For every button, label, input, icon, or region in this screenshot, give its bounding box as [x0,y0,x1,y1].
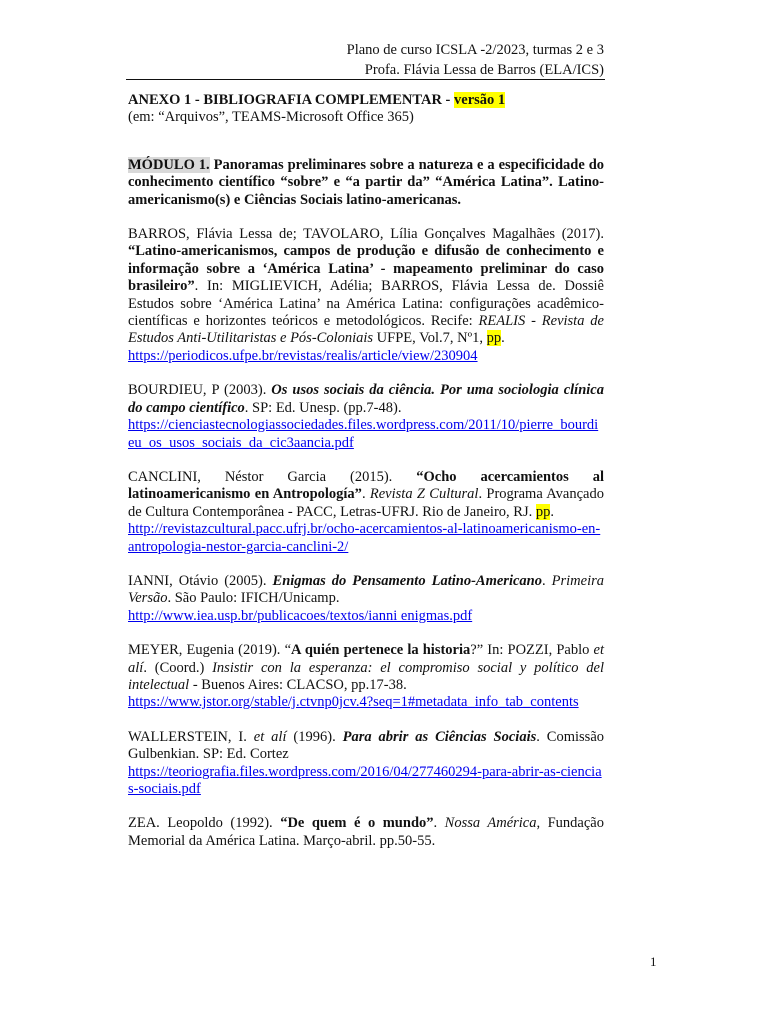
reference-barros [128,226,604,365]
ref-link[interactable]: https://periodicos.ufpe.br/revistas/realis/article/view/230904 [128,347,478,364]
page-number: 1 [650,954,657,969]
ref-title: Os usos sociais da ciência. Por uma sociologia clínica do campo científico [128,382,604,416]
document-body [128,92,604,850]
version-highlight: versão 1 [454,92,506,108]
page-header [128,40,604,80]
ref-link[interactable]: http://www.iea.usp.br/publicacoes/textos/ianni enigmas.pdf [128,607,473,624]
ref-authors: ZEA. Leopoldo (1992). [128,815,281,832]
ref-title: “Latino-americanismos, campos de produção e difusão de conhecimento e informação sobre a ‘América Latina’ - mapeamento preliminar do caso brasileiro” [128,243,604,295]
ref-details: UFPE, Vol.7, Nº1, [373,330,487,347]
ref-journal: REALIS - Revista de Estudos Anti-Utilitaristas e Pós-Coloniais [128,313,604,347]
reference-bourdieu [128,382,604,452]
ref-journal: Revista Z Cultural [369,486,479,503]
header-professor-line: Profa. Flávia Lessa de Barros (ELA/ICS) [364,62,604,78]
ref-book-title: Insistir con la esperanza: el compromiso social y político del intelectual [128,659,604,693]
ref-link[interactable]: https://teoriografia.files.wordpress.com/2016/04/277460294-para-abrir-as-ciencias-sociais.pdf [128,763,602,797]
ref-details: . [361,486,370,503]
header-divider [126,79,605,80]
reference-meyer [128,642,604,712]
reference-canclini [128,469,604,556]
reference-zea [128,815,604,850]
ref-details: ?” In: POZZI, Pablo [470,642,594,659]
module-description: Panoramas preliminares sobre a natureza e a especificidade do conhecimento científico “sobre” e “a partir da” “América Latina”. Latino-americanismo(s) e Ciências Sociais latino-americanas. [128,156,605,208]
ref-details: . São Paulo: IFICH/Unicamp. [167,590,340,607]
ref-journal: Primeira Versão [128,572,604,607]
ref-authors: BOURDIEU, P (2003). [128,382,272,399]
ref-details: . [541,572,552,589]
ref-pages-highlight: pp [535,503,551,520]
header-course-line: Plano de curso ICSLA -2/2023, turmas 2 e 3 [346,42,604,58]
ref-details: . [501,330,505,347]
module-label: MÓDULO 1. [128,156,210,173]
annex-title [128,92,604,109]
reference-ianni [128,573,604,625]
ref-et-al: et alí [253,728,287,745]
ref-title: A quién pertenece la historia [291,642,471,659]
ref-title: Para abrir as Ciências Sociais [342,728,537,745]
ref-details: . [550,503,554,520]
ref-link[interactable]: http://revistazcultural.pacc.ufrj.br/ocho-acercamientos-al-latinoamericanismo-en-antropologia-nestor-garcia-canclini-2/ [128,521,601,555]
annex-subtitle: (em: “Arquivos”, TEAMS-Microsoft Office 365) [128,109,414,126]
ref-pages-highlight: pp [486,330,502,347]
ref-title: “Ocho acercamientos al latinoamericanismo en Antropología” [128,468,604,503]
ref-link[interactable]: https://cienciastecnologiassociedades.files.wordpress.com/2011/10/pierre_bourdieu_os_usos_sociais_da_cic3aancia.pdf [128,417,599,451]
ref-link[interactable]: https://www.jstor.org/stable/j.ctvnp0jcv.4?seq=1#metadata_info_tab_contents [128,694,579,711]
ref-authors: MEYER, Eugenia (2019). “ [128,642,292,659]
ref-details: . SP: Ed. Unesp. (pp.7-48). [244,399,402,416]
ref-details: . (Coord.) [143,659,213,676]
ref-details: . Comissão Gulbenkian. SP: Ed. Cortez [128,728,605,763]
ref-details: . In: MIGLIEVICH, Adélia; BARROS, Flávia Lessa de. Dossiê Estudos sobre ‘América Latina’ na América Latina: configurações acadêmico-científicas e horizontes teóricos e metodológicos. Recife: [128,278,604,330]
ref-et-al: et alí [128,642,604,676]
annex-title-dash: - [441,92,455,108]
ref-details: . Programa Avançado de Cultura Contemporânea - PACC, Letras-UFRJ. Rio de Janeiro, RJ. [128,486,604,520]
module-heading [128,157,604,209]
ref-title: “De quem é o mundo” [280,815,434,832]
ref-authors: CANCLINI, Néstor Garcia (2015). [128,468,417,485]
reference-wallerstein [128,729,604,799]
ref-journal: Nossa América [444,815,537,832]
ref-details: - Buenos Aires: CLACSO, pp.17-38. [189,676,407,693]
ref-authors: WALLERSTEIN, I. [128,728,254,745]
ref-details: , Fundação Memorial da América Latina. Março-abril. pp.50-55. [128,815,604,849]
ref-details: (1996). [286,728,343,745]
annex-title-text: ANEXO 1 - BIBLIOGRAFIA COMPLEMENTAR [128,92,442,108]
ref-authors: IANNI, Otávio (2005). [128,572,273,589]
ref-authors: BARROS, Flávia Lessa de; TAVOLARO, Lília Gonçalves Magalhães (2017). [128,226,604,243]
ref-title: Enigmas do Pensamento Latino-Americano [272,572,542,589]
ref-details: . [433,815,445,832]
